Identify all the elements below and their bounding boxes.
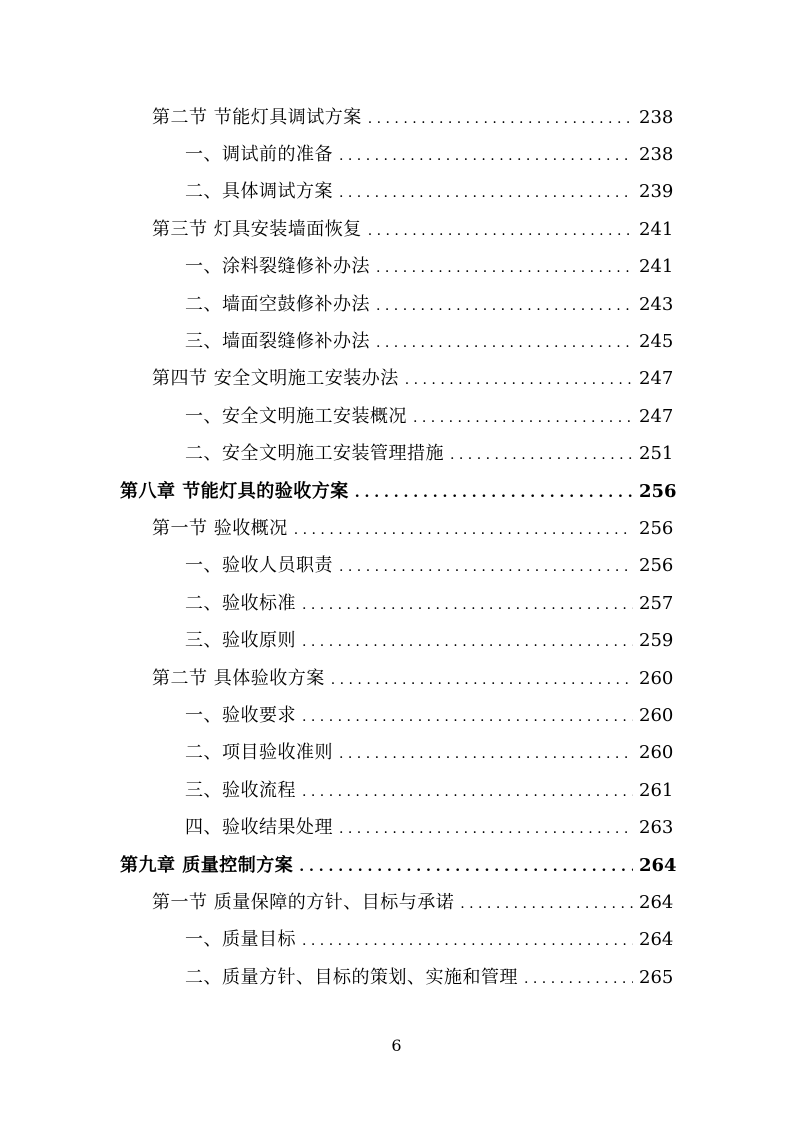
toc-entry-page-number: 256 <box>639 480 677 502</box>
toc-entry-title: 一、验收人员职责 <box>185 555 333 577</box>
toc-entry-title: 第三节 灯具安装墙面恢复 <box>152 218 362 240</box>
toc-entry-title: 第二节 节能灯具调试方案 <box>152 106 362 128</box>
toc-dot-leader <box>302 931 633 949</box>
toc-subsection-entry[interactable] <box>0 436 793 473</box>
toc-entry-page-number: 239 <box>639 181 674 203</box>
toc-entry-title: 第九章 质量控制方案 <box>120 854 294 876</box>
toc-subsection-entry[interactable] <box>0 136 793 173</box>
toc-subsection-entry[interactable] <box>0 697 793 734</box>
toc-entry-title: 三、验收原则 <box>185 630 296 652</box>
page-number: 6 <box>391 1036 402 1055</box>
toc-dot-leader <box>339 557 633 575</box>
toc-subsection-entry[interactable] <box>0 735 793 772</box>
toc-subsection-entry[interactable] <box>0 548 793 585</box>
toc-chapter-entry[interactable] <box>0 847 793 884</box>
toc-dot-leader <box>405 370 633 388</box>
toc-entry-title: 一、验收要求 <box>185 704 296 726</box>
toc-entry-title: 二、墙面空鼓修补办法 <box>185 293 370 315</box>
toc-entry-page-number: 259 <box>639 630 674 652</box>
toc-entry-title: 一、质量目标 <box>185 929 296 951</box>
toc-subsection-entry[interactable] <box>0 323 793 360</box>
toc-entry-title: 第一节 质量保障的方针、目标与承诺 <box>152 891 455 913</box>
toc-dot-leader <box>460 894 633 912</box>
toc-subsection-entry[interactable] <box>0 585 793 622</box>
toc-subsection-entry[interactable] <box>0 809 793 846</box>
toc-dot-leader <box>450 445 633 463</box>
toc-subsection-entry[interactable] <box>0 398 793 435</box>
toc-entry-page-number: 265 <box>639 966 674 988</box>
toc-entry-title: 一、涂料裂缝修补办法 <box>185 256 370 278</box>
toc-entry-page-number: 264 <box>639 891 674 913</box>
toc-section-entry[interactable] <box>0 884 793 921</box>
toc-entry-title: 二、验收标准 <box>185 592 296 614</box>
toc-entry-page-number: 245 <box>639 331 674 353</box>
toc-entry-title: 第四节 安全文明施工安装办法 <box>152 368 399 390</box>
toc-dot-leader <box>368 221 633 239</box>
toc-section-entry[interactable] <box>0 510 793 547</box>
toc-dot-leader <box>376 296 633 314</box>
toc-subsection-entry[interactable] <box>0 959 793 996</box>
toc-entry-title: 二、具体调试方案 <box>185 181 333 203</box>
toc-entry-title: 一、调试前的准备 <box>185 144 333 166</box>
toc-subsection-entry[interactable] <box>0 249 793 286</box>
table-of-contents <box>0 99 793 996</box>
toc-dot-leader <box>302 632 633 650</box>
toc-entry-page-number: 247 <box>639 405 674 427</box>
toc-entry-page-number: 260 <box>639 704 674 726</box>
toc-entry-page-number: 264 <box>639 854 677 876</box>
toc-section-entry[interactable] <box>0 211 793 248</box>
toc-entry-page-number: 264 <box>639 929 674 951</box>
toc-entry-title: 三、验收流程 <box>185 779 296 801</box>
toc-entry-title: 第八章 节能灯具的验收方案 <box>120 480 349 502</box>
toc-entry-page-number: 241 <box>639 218 674 240</box>
toc-subsection-entry[interactable] <box>0 174 793 211</box>
toc-dot-leader <box>376 258 633 276</box>
toc-entry-page-number: 247 <box>639 368 674 390</box>
toc-entry-page-number: 243 <box>639 293 674 315</box>
toc-dot-leader <box>299 857 633 875</box>
toc-subsection-entry[interactable] <box>0 622 793 659</box>
toc-dot-leader <box>368 109 633 127</box>
toc-entry-page-number: 241 <box>639 256 674 278</box>
toc-entry-title: 第二节 具体验收方案 <box>152 667 325 689</box>
toc-dot-leader <box>339 146 633 164</box>
toc-entry-title: 二、安全文明施工安装管理措施 <box>185 443 444 465</box>
toc-dot-leader <box>376 333 633 351</box>
toc-dot-leader <box>413 408 633 426</box>
toc-subsection-entry[interactable] <box>0 772 793 809</box>
toc-section-entry[interactable] <box>0 361 793 398</box>
toc-chapter-entry[interactable] <box>0 473 793 510</box>
toc-section-entry[interactable] <box>0 99 793 136</box>
toc-entry-page-number: 238 <box>639 106 674 128</box>
toc-dot-leader <box>302 595 633 613</box>
toc-dot-leader <box>302 782 633 800</box>
toc-dot-leader <box>355 483 633 501</box>
toc-entry-page-number: 256 <box>639 517 674 539</box>
toc-subsection-entry[interactable] <box>0 286 793 323</box>
toc-dot-leader <box>524 969 633 987</box>
toc-entry-page-number: 238 <box>639 144 674 166</box>
toc-dot-leader <box>302 707 633 725</box>
toc-dot-leader <box>339 744 633 762</box>
toc-entry-page-number: 260 <box>639 667 674 689</box>
toc-entry-page-number: 257 <box>639 592 674 614</box>
toc-entry-title: 二、项目验收准则 <box>185 742 333 764</box>
toc-entry-title: 二、质量方针、目标的策划、实施和管理 <box>185 966 518 988</box>
toc-dot-leader <box>331 670 633 688</box>
toc-entry-page-number: 251 <box>639 443 674 465</box>
toc-entry-title: 第一节 验收概况 <box>152 517 288 539</box>
toc-entry-page-number: 261 <box>639 779 674 801</box>
toc-entry-title: 一、安全文明施工安装概况 <box>185 405 407 427</box>
toc-dot-leader <box>339 183 633 201</box>
toc-entry-title: 四、验收结果处理 <box>185 817 333 839</box>
toc-subsection-entry[interactable] <box>0 922 793 959</box>
toc-dot-leader <box>294 520 633 538</box>
toc-entry-page-number: 260 <box>639 742 674 764</box>
toc-section-entry[interactable] <box>0 660 793 697</box>
toc-entry-title: 三、墙面裂缝修补办法 <box>185 331 370 353</box>
toc-entry-page-number: 256 <box>639 555 674 577</box>
toc-dot-leader <box>339 819 633 837</box>
toc-entry-page-number: 263 <box>639 817 674 839</box>
